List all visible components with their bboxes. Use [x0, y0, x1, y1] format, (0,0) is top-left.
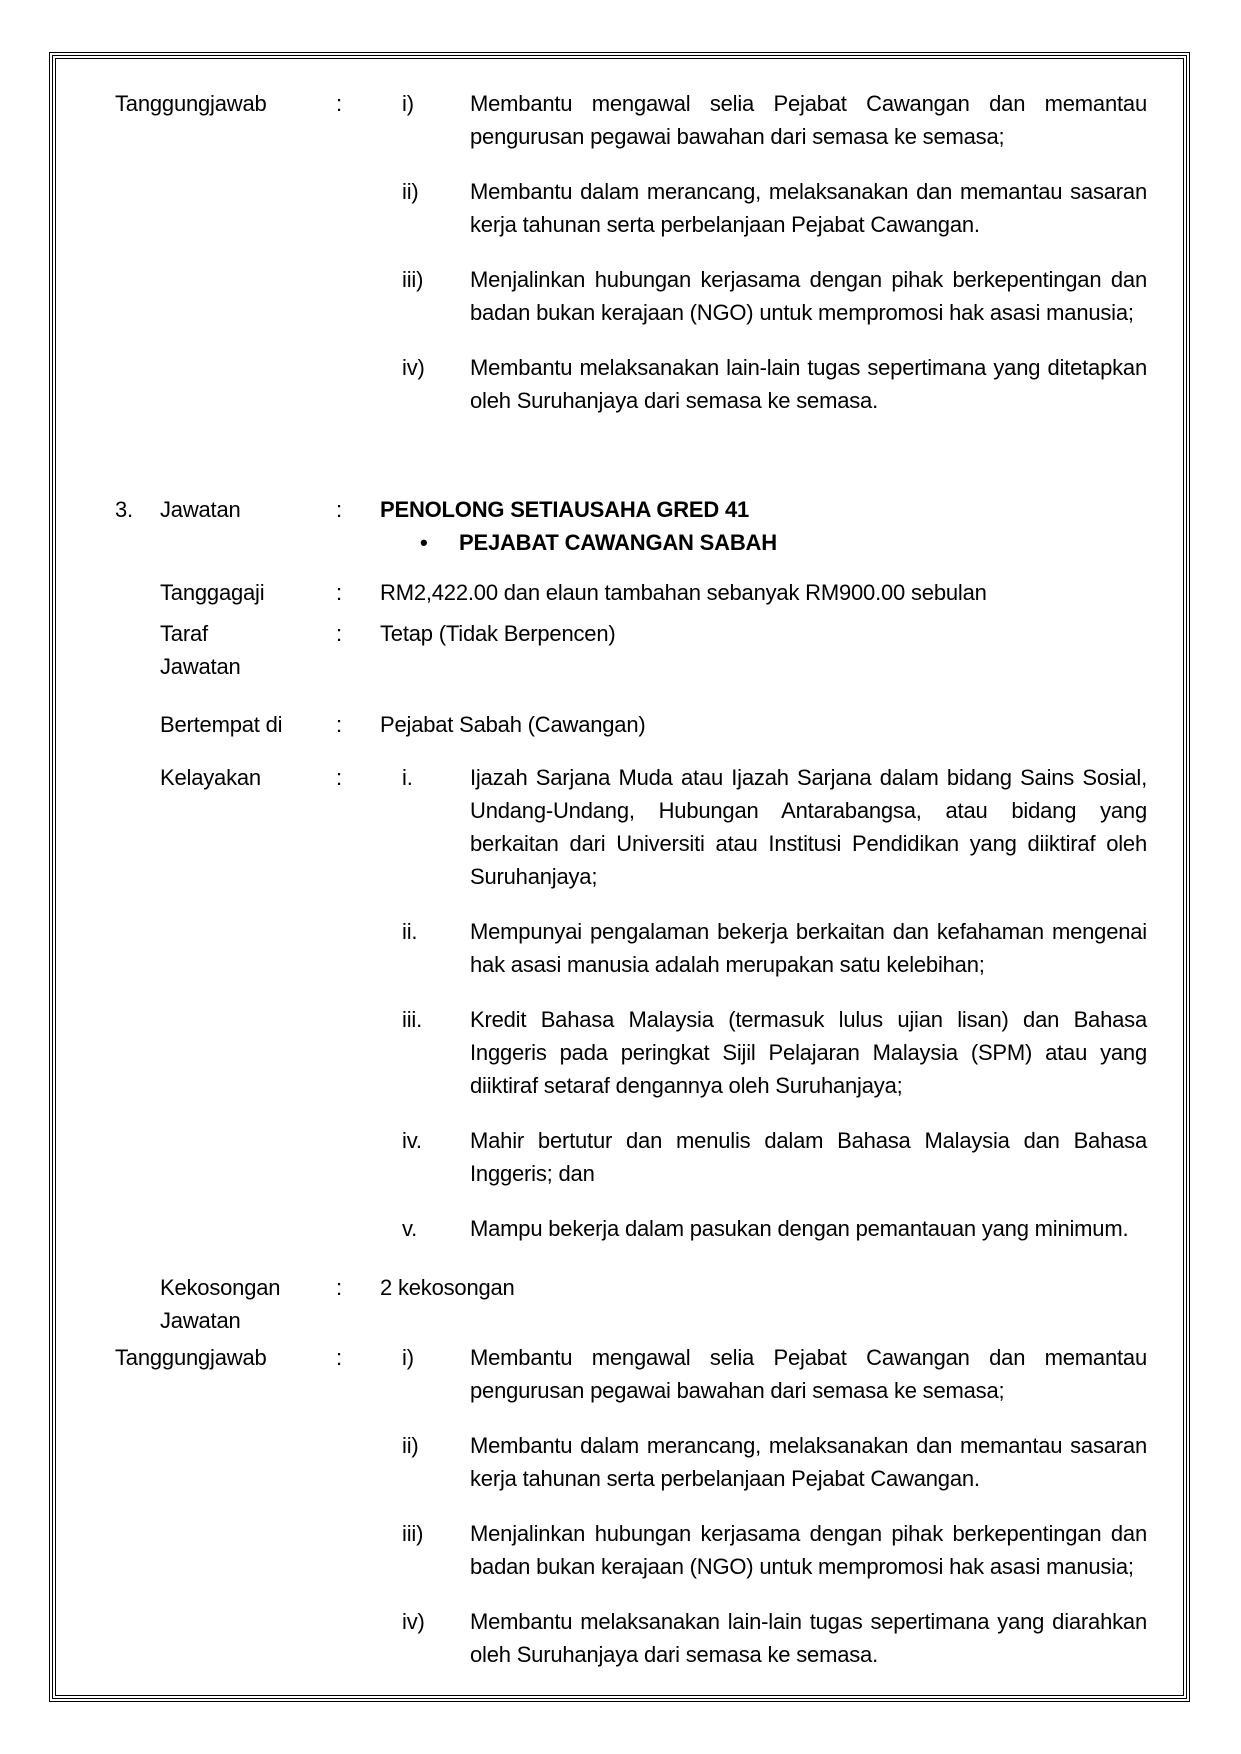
- list-item-text: Menjalinkan hubungan kerjasama dengan pihak berkepentingan dan badan bukan kerajaan (NGO) untuk mempromosi hak asasi manusia;: [470, 267, 1147, 325]
- list-marker: i): [402, 91, 414, 116]
- status-value: Tetap (Tidak Berpencen): [380, 621, 616, 646]
- list-item-text: Membantu mengawal selia Pejabat Cawangan dan memantau pengurusan pegawai bawahan dari semasa ke semasa;: [470, 91, 1147, 149]
- list-marker: i): [402, 1345, 414, 1370]
- responsibilities-section-top: [115, 87, 1147, 417]
- colon-separator: :: [336, 621, 342, 646]
- field-label-text: Jawatan: [160, 497, 241, 522]
- field-label-tanggungjawab: Tanggungjawab: [115, 1345, 267, 1370]
- list-item: [380, 761, 1147, 893]
- list-item-text: Membantu mengawal selia Pejabat Cawangan dan memantau pengurusan pegawai bawahan dari semasa ke semasa;: [470, 1345, 1147, 1403]
- list-item: [380, 1003, 1147, 1102]
- list-item: [380, 1124, 1147, 1190]
- page-border-middle: [52, 55, 1187, 1699]
- list-marker: ii): [402, 1433, 419, 1458]
- list-item-text: Menjalinkan hubungan kerjasama dengan pihak berkepentingan dan badan bukan kerajaan (NGO) untuk mempromosi hak asasi manusia;: [470, 1521, 1147, 1579]
- vacancies-row: [115, 1271, 1147, 1337]
- position-title: PENOLONG SETIAUSAHA GRED 41: [380, 497, 750, 522]
- list-marker: i.: [402, 765, 413, 790]
- list-item-text: Mahir bertutur dan menulis dalam Bahasa Malaysia dan Bahasa Inggeris; dan: [470, 1128, 1147, 1186]
- list-item-text: Membantu dalam merancang, melaksanakan dan memantau sasaran kerja tahunan serta perbelanjaan Pejabat Cawangan.: [470, 179, 1147, 237]
- page-content: [55, 58, 1184, 1696]
- list-item-text: Mampu bekerja dalam pasukan dengan pemantauan yang minimum.: [470, 1216, 1129, 1241]
- list-item: [380, 1429, 1147, 1495]
- colon-separator: :: [336, 580, 342, 605]
- page-border-outer: [49, 52, 1190, 1702]
- list-marker: iii.: [402, 1007, 422, 1032]
- colon-separator: :: [336, 497, 342, 522]
- field-label-line2: Jawatan: [160, 1308, 241, 1333]
- list-item: [380, 263, 1147, 329]
- responsibilities-list: [380, 87, 1147, 417]
- colon-separator: :: [336, 765, 342, 790]
- list-item: [380, 1605, 1147, 1671]
- bullet-icon: •: [420, 530, 428, 555]
- list-item-text: Membantu dalam merancang, melaksanakan dan memantau sasaran kerja tahunan serta perbelanjaan Pejabat Cawangan.: [470, 1433, 1147, 1491]
- list-item: [380, 175, 1147, 241]
- colon-separator: :: [336, 91, 342, 116]
- field-label-taraf-jawatan: [115, 617, 336, 683]
- status-row: [115, 617, 1147, 683]
- list-marker: iv): [402, 1609, 425, 1634]
- field-label-jawatan: [115, 493, 336, 526]
- field-label-tanggagaji: Tanggagaji: [160, 580, 265, 605]
- list-item-text: Mempunyai pengalaman bekerja berkaitan dan kefahaman mengenai hak asasi manusia adalah merupakan satu kelebihan;: [470, 919, 1147, 977]
- responsibilities-section-bottom: [115, 1341, 1147, 1671]
- list-item-text: Ijazah Sarjana Muda atau Ijazah Sarjana dalam bidang Sains Sosial, Undang-Undang, Hubungan Antarabangsa, atau bidang yang berkaitan dari Universiti atau Institusi Pendidikan yang diiktiraf oleh Suruhanjaya;: [470, 765, 1147, 889]
- list-marker: iii): [402, 1521, 424, 1546]
- list-item: [380, 87, 1147, 153]
- list-item-text: Membantu melaksanakan lain-lain tugas sepertimana yang ditetapkan oleh Suruhanjaya dari semasa ke semasa.: [470, 355, 1147, 413]
- colon-separator: :: [336, 1275, 342, 1300]
- qualifications-list: [380, 761, 1147, 1245]
- field-label-line1: Kekosongan: [160, 1275, 281, 1300]
- field-label-line2: Jawatan: [160, 654, 241, 679]
- list-marker: ii.: [402, 919, 418, 944]
- list-marker: ii): [402, 179, 419, 204]
- list-item: [380, 1212, 1147, 1245]
- vacancies-value: 2 kekosongan: [380, 1275, 515, 1300]
- list-marker: iv): [402, 355, 425, 380]
- location-value: Pejabat Sabah (Cawangan): [380, 712, 646, 737]
- field-label-line1: Taraf: [160, 621, 208, 646]
- position-location-line: [380, 526, 1147, 559]
- location-row: [115, 708, 1147, 741]
- list-marker: iii): [402, 267, 424, 292]
- position-header-row: [115, 493, 1147, 559]
- responsibilities-list: [380, 1341, 1147, 1671]
- list-marker: v.: [402, 1216, 418, 1241]
- list-item-text: Kredit Bahasa Malaysia (termasuk lulus ujian lisan) dan Bahasa Inggeris pada peringkat Sijil Pelajaran Malaysia (SPM) atau yang diiktiraf setaraf dengannya oleh Suruhanjaya;: [470, 1007, 1147, 1098]
- list-item: [380, 351, 1147, 417]
- colon-separator: :: [336, 712, 342, 737]
- list-marker: iv.: [402, 1128, 422, 1153]
- field-label-kekosongan-jawatan: [115, 1271, 336, 1337]
- section-number: 3.: [115, 497, 133, 522]
- qualifications-section: [115, 761, 1147, 1245]
- field-label-kelayakan: Kelayakan: [160, 765, 261, 790]
- list-item: [380, 1341, 1147, 1407]
- position-subtitle: PEJABAT CAWANGAN SABAH: [459, 530, 777, 555]
- list-item: [380, 915, 1147, 981]
- position-title-block: [380, 493, 1147, 559]
- list-item-text: Membantu melaksanakan lain-lain tugas sepertimana yang diarahkan oleh Suruhanjaya dari semasa ke semasa.: [470, 1609, 1147, 1667]
- salary-value: RM2,422.00 dan elaun tambahan sebanyak RM900.00 sebulan: [380, 580, 987, 605]
- salary-row: [115, 576, 1147, 609]
- list-item: [380, 1517, 1147, 1583]
- field-label-tanggungjawab: Tanggungjawab: [115, 91, 267, 116]
- colon-separator: :: [336, 1345, 342, 1370]
- field-label-bertempat-di: Bertempat di: [160, 712, 283, 737]
